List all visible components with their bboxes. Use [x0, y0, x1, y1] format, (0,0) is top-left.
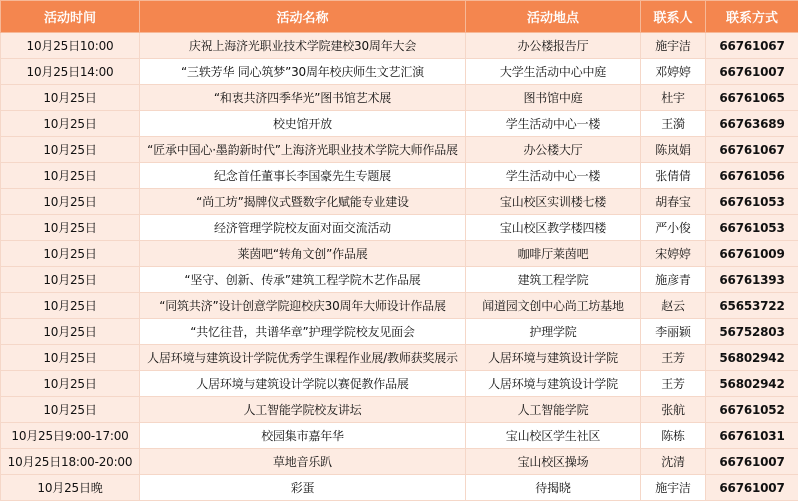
cell-location: 人居环境与建筑设计学院: [466, 371, 641, 397]
cell-location: 大学生活动中心中庭: [466, 59, 641, 85]
table-row: [1, 397, 798, 423]
cell-contact: 王芳: [641, 345, 706, 371]
cell-location: 宝山校区教学楼四楼: [466, 215, 641, 241]
cell-location: 图书馆中庭: [466, 85, 641, 111]
cell-activity-name: 庆祝上海济光职业技术学院建校30周年大会: [140, 33, 466, 59]
header-location: 活动地点: [466, 1, 641, 33]
cell-phone: 65653722: [706, 293, 798, 319]
table-header: [1, 1, 798, 33]
cell-phone: 56802942: [706, 345, 798, 371]
table-row: [1, 345, 798, 371]
cell-phone: 66761065: [706, 85, 798, 111]
cell-activity-name: “共忆往昔，共谱华章”护理学院校友见面会: [140, 319, 466, 345]
cell-location: 人工智能学院: [466, 397, 641, 423]
cell-time: 10月25日10:00: [1, 33, 140, 59]
cell-time: 10月25日: [1, 241, 140, 267]
cell-activity-name: “三轶芳华 同心筑梦”30周年校庆师生文艺汇演: [140, 59, 466, 85]
cell-contact: 张航: [641, 397, 706, 423]
table-row: [1, 163, 798, 189]
table-row: [1, 33, 798, 59]
cell-location: 宝山校区操场: [466, 449, 641, 475]
header-time: 活动时间: [1, 1, 140, 33]
cell-phone: 56802942: [706, 371, 798, 397]
cell-phone: 66761056: [706, 163, 798, 189]
cell-phone: 56752803: [706, 319, 798, 345]
table-row: [1, 475, 798, 501]
cell-activity-name: “和衷共济四季华光”图书馆艺术展: [140, 85, 466, 111]
cell-contact: 陈岚娟: [641, 137, 706, 163]
cell-time: 10月25日: [1, 267, 140, 293]
cell-activity-name: 莱茵吧“转角文创”作品展: [140, 241, 466, 267]
cell-phone: 66761052: [706, 397, 798, 423]
cell-time: 10月25日: [1, 397, 140, 423]
cell-time: 10月25日: [1, 319, 140, 345]
cell-activity-name: 校史馆开放: [140, 111, 466, 137]
header-contact: 联系人: [641, 1, 706, 33]
cell-phone: 66761007: [706, 59, 798, 85]
cell-location: 闻道园文创中心尚工坊基地: [466, 293, 641, 319]
header-phone: 联系方式: [706, 1, 798, 33]
cell-activity-name: “匠承中国心·墨韵新时代”上海济光职业技术学院大师作品展: [140, 137, 466, 163]
table-row: [1, 371, 798, 397]
header-name: 活动名称: [140, 1, 466, 33]
cell-activity-name: 人居环境与建筑设计学院以赛促教作品展: [140, 371, 466, 397]
cell-activity-name: “同筑共济”设计创意学院迎校庆30周年大师设计作品展: [140, 293, 466, 319]
header-row: [1, 1, 798, 33]
cell-contact: 施彦青: [641, 267, 706, 293]
cell-contact: 邓婷婷: [641, 59, 706, 85]
cell-time: 10月25日: [1, 371, 140, 397]
cell-time: 10月25日: [1, 111, 140, 137]
cell-contact: 杜宇: [641, 85, 706, 111]
cell-activity-name: 人工智能学院校友讲坛: [140, 397, 466, 423]
cell-activity-name: 人居环境与建筑设计学院优秀学生课程作业展/教师获奖展示: [140, 345, 466, 371]
cell-time: 10月25日: [1, 345, 140, 371]
cell-phone: 66761031: [706, 423, 798, 449]
cell-contact: 宋婷婷: [641, 241, 706, 267]
cell-time: 10月25日晚: [1, 475, 140, 501]
cell-location: 咖啡厅莱茵吧: [466, 241, 641, 267]
table-row: [1, 137, 798, 163]
cell-contact: 张倩倩: [641, 163, 706, 189]
cell-time: 10月25日14:00: [1, 59, 140, 85]
cell-activity-name: 校园集市嘉年华: [140, 423, 466, 449]
cell-phone: 66761007: [706, 449, 798, 475]
cell-phone: 66761393: [706, 267, 798, 293]
table-row: [1, 449, 798, 475]
cell-phone: 66761053: [706, 215, 798, 241]
cell-location: 办公楼大厅: [466, 137, 641, 163]
cell-contact: 施宇洁: [641, 33, 706, 59]
cell-location: 宝山校区学生社区: [466, 423, 641, 449]
cell-location: 学生活动中心一楼: [466, 111, 641, 137]
cell-activity-name: “坚守、创新、传承”建筑工程学院木艺作品展: [140, 267, 466, 293]
table-row: [1, 189, 798, 215]
cell-location: 建筑工程学院: [466, 267, 641, 293]
table-row: [1, 267, 798, 293]
table-row: [1, 111, 798, 137]
cell-phone: 66761053: [706, 189, 798, 215]
cell-time: 10月25日: [1, 163, 140, 189]
cell-contact: 施宇洁: [641, 475, 706, 501]
cell-time: 10月25日18:00-20:00: [1, 449, 140, 475]
table-body: [1, 33, 798, 501]
cell-phone: 66761067: [706, 33, 798, 59]
cell-contact: 李丽颖: [641, 319, 706, 345]
cell-location: 待揭晓: [466, 475, 641, 501]
cell-contact: 沈清: [641, 449, 706, 475]
table-row: [1, 423, 798, 449]
cell-location: 护理学院: [466, 319, 641, 345]
cell-location: 人居环境与建筑设计学院: [466, 345, 641, 371]
cell-phone: 66761007: [706, 475, 798, 501]
cell-contact: 严小俊: [641, 215, 706, 241]
cell-contact: 陈栋: [641, 423, 706, 449]
table-row: [1, 215, 798, 241]
table-row: [1, 319, 798, 345]
cell-contact: 胡春宝: [641, 189, 706, 215]
cell-activity-name: 草地音乐趴: [140, 449, 466, 475]
cell-phone: 66763689: [706, 111, 798, 137]
cell-time: 10月25日: [1, 215, 140, 241]
cell-location: 学生活动中心一楼: [466, 163, 641, 189]
cell-phone: 66761009: [706, 241, 798, 267]
cell-contact: 王芳: [641, 371, 706, 397]
cell-time: 10月25日: [1, 189, 140, 215]
cell-time: 10月25日9:00-17:00: [1, 423, 140, 449]
cell-location: 办公楼报告厅: [466, 33, 641, 59]
table-row: [1, 59, 798, 85]
cell-time: 10月25日: [1, 85, 140, 111]
cell-activity-name: 经济管理学院校友面对面交流活动: [140, 215, 466, 241]
cell-location: 宝山校区实训楼七楼: [466, 189, 641, 215]
cell-contact: 王漪: [641, 111, 706, 137]
table-row: [1, 293, 798, 319]
cell-activity-name: 纪念首任董事长李国豪先生专题展: [140, 163, 466, 189]
table-row: [1, 85, 798, 111]
table-row: [1, 241, 798, 267]
cell-activity-name: 彩蛋: [140, 475, 466, 501]
cell-phone: 66761067: [706, 137, 798, 163]
cell-activity-name: “尚工坊”揭牌仪式暨数字化赋能专业建设: [140, 189, 466, 215]
cell-contact: 赵云: [641, 293, 706, 319]
cell-time: 10月25日: [1, 293, 140, 319]
cell-time: 10月25日: [1, 137, 140, 163]
